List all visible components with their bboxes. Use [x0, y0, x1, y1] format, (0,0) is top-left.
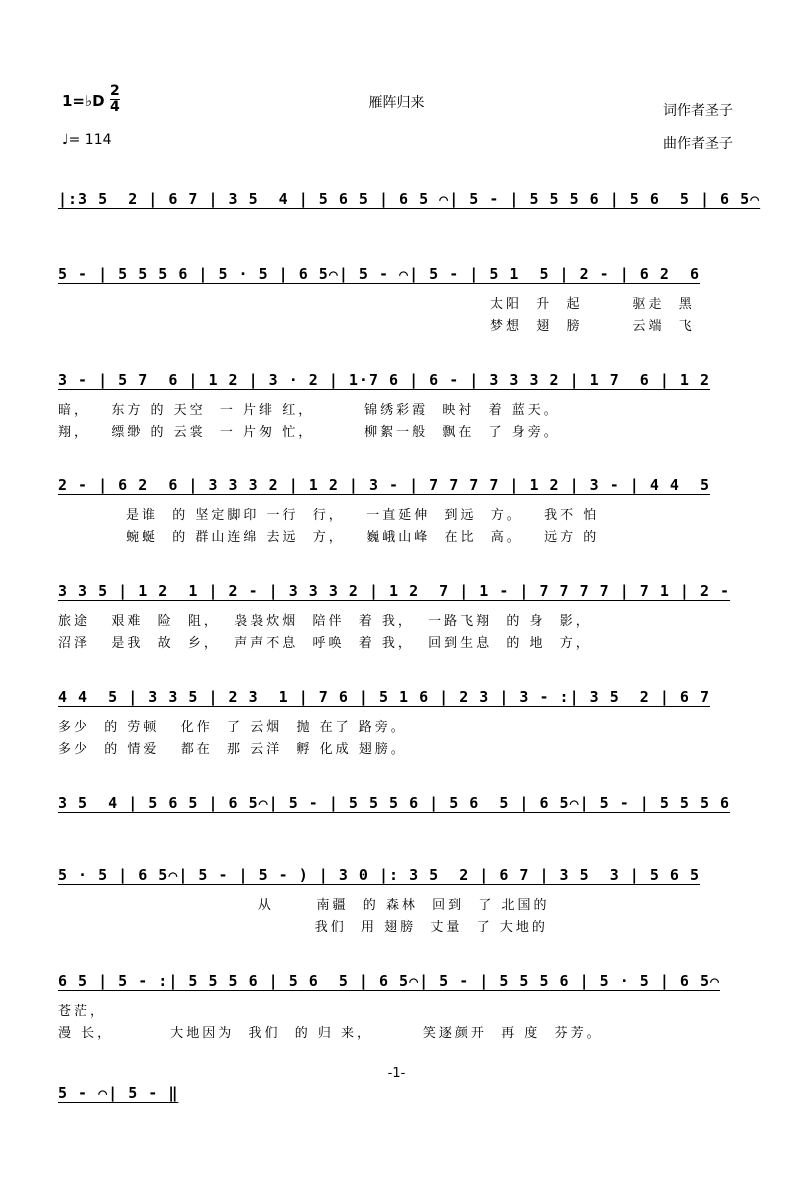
composer: 曲作者圣子 — [663, 136, 733, 152]
score-system — [0, 972, 793, 1072]
key-signature: 1=♭D — [62, 92, 105, 110]
score-system — [0, 866, 793, 966]
score-system — [0, 476, 793, 576]
tempo-marking — [62, 132, 112, 148]
lyrics-verse-1: 从 南疆 的 森林 回到 了 北国的 — [58, 898, 550, 913]
notation-line: 3 - | 5 7 6 | 1 2 | 3 · 2 | 1·7 6 | 6 - | 3 3 3 2 | 1 7 6 | 1 2 — [58, 371, 710, 389]
page-number: -1- — [387, 1066, 406, 1081]
lyrics-verse-1: 旅途 艰难 险 阻， 袅袅炊烟 陪伴 着 我， 一路飞翔 的 身 影， — [58, 614, 592, 629]
time-signature-top: 2 — [110, 83, 120, 99]
notation-line: 6 5 | 5 - :| 5 5 5 6 | 5 6 5 | 6 5⌒| 5 - | 5 5 5 6 | 5 · 5 | 6 5⌒ — [58, 972, 721, 990]
notation-line: 5 - | 5 5 5 6 | 5 · 5 | 6 5⌒| 5 - ⌒| 5 - | 5 1 5 | 2 - | 6 2 6 — [58, 265, 700, 283]
lyrics-verse-2: 我们 用 翅膀 丈量 了 大地的 — [58, 920, 548, 935]
notation-line: 4 4 5 | 3 3 5 | 2 3 1 | 7 6 | 5 1 6 | 2 3 | 3 - :| 3 5 2 | 6 7 — [58, 688, 710, 706]
notation-line: 2 - | 6 2 6 | 3 3 3 2 | 1 2 | 3 - | 7 7 7 7 | 1 2 | 3 - | 4 4 5 — [58, 476, 710, 494]
lyrics-verse-2: 蜿蜒 的 群山连绵 去远 方， 巍峨山峰 在比 高。 远方 的 — [126, 530, 600, 545]
lyrics-verse-1: 太阳 升 起 驱走 黑 — [490, 297, 695, 312]
time-signature-bottom: 4 — [110, 99, 120, 115]
score-system — [0, 265, 793, 365]
lyrics-verse-1: 苍茫， — [58, 1004, 107, 1019]
tempo-value: = 114 — [68, 132, 112, 148]
lyrics-verse-2: 沼泽 是我 故 乡， 声声不息 呼唤 着 我， 回到生息 的 地 方， — [58, 636, 592, 651]
lyrics-verse-2: 梦想 翅 膀 云端 飞 — [490, 319, 695, 334]
lyricist: 词作者圣子 — [663, 103, 733, 119]
notation-line: 5 · 5 | 6 5⌒| 5 - | 5 - ) | 3 0 |: 3 5 2 | 6 7 | 3 5 3 | 5 6 5 — [58, 866, 700, 884]
lyrics-verse-2: 翔， 缥缈 的 云裳 一 片匆 忙， 柳絮一般 飘在 了 身旁。 — [58, 425, 560, 440]
quarter-note-icon: ♩ — [62, 132, 69, 148]
score-system — [0, 688, 793, 788]
score-system — [0, 371, 793, 471]
lyrics-verse-1: 暗， 东方 的 天空 一 片绯 红， 锦绣彩霞 映衬 着 蓝天。 — [58, 403, 560, 418]
notation-line: |:3 5 2 | 6 7 | 3 5 4 | 5 6 5 | 6 5 ⌒| 5 - | 5 5 5 6 | 5 6 5 | 6 5⌒ — [58, 190, 761, 208]
notation-line: 3 3 5 | 1 2 1 | 2 - | 3 3 3 2 | 1 2 7 | 1 - | 7 7 7 7 | 7 1 | 2 - — [58, 582, 731, 600]
score-system — [0, 1084, 793, 1184]
lyrics-verse-1: 多少 的 劳顿 化作 了 云烟 抛 在了 路旁。 — [58, 720, 407, 735]
lyrics-verse-1: 是谁 的 坚定脚印 一行 行， 一直延伸 到远 方。 我不 怕 — [126, 508, 600, 523]
notation-line: 5 - ⌒| 5 - ‖ — [58, 1084, 179, 1102]
lyrics-verse-2: 漫 长， 大地因为 我们 的 归 来， 笑逐颜开 再 度 芬芳。 — [58, 1026, 603, 1041]
song-title: 雁阵归来 — [368, 95, 425, 111]
lyrics-verse-2: 多少 的 情爱 都在 那 云洋 孵 化成 翅膀。 — [58, 742, 407, 757]
notation-line: 3 5 4 | 5 6 5 | 6 5⌒| 5 - | 5 5 5 6 | 5 6 5 | 6 5⌒| 5 - | 5 5 5 6 — [58, 794, 731, 812]
score-system — [0, 582, 793, 682]
